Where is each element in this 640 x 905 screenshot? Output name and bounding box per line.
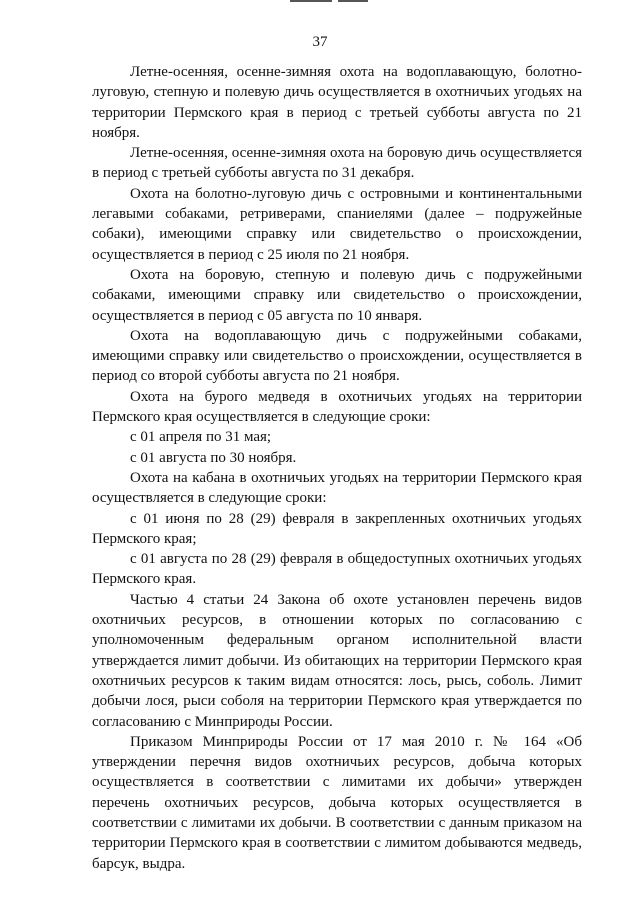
paragraph-waterfowl-with-dogs: Охота на водоплавающую дичь с подружейными собаками, имеющими справку или свидетельство о происхождении, осуществляется в период со второй субботы августа по 21 ноября. xyxy=(92,327,582,385)
paragraph-boar-public-grounds: с 01 августа по 28 (29) февраля в общедоступных охотничьих угодьях Пермского края. xyxy=(92,551,582,588)
document-body xyxy=(92,62,582,874)
paragraph-article-24-limits: Частью 4 статьи 24 Закона об охоте установлен перечень видов охотничьих ресурсов, в отношении которых по согласованию с уполномоченным федеральным органом исполнительной власти утверждается лимит добычи. Из обитающих на территории Пермского края охотничьих ресурсов к таким видам относятся: лось, рысь, соболь. Лимит добычи лося, рыси соболя на территории Пермского края утверждается по согласованию с Минприроды России. xyxy=(92,591,582,730)
paragraph-marsh-game-with-dogs: Охота на болотно-луговую дичь с островными и континентальными легавыми собаками, ретриверами, спаниелями (далее – подружейные собаки), имеющими справку или свидетельство о происхождении, осуществляется в период с 25 июля по 21 ноября. xyxy=(92,185,582,263)
paragraph-summer-autumn-waterfowl: Летне-осенняя, осенне-зимняя охота на водоплавающую, болотно-луговую, степную и полевую дичь осуществляется в охотничьих угодьях на территории Пермского края в период с третьей субботы августа по 21 ноября. xyxy=(92,64,582,141)
paragraph-boar-assigned-grounds: с 01 июня по 28 (29) февраля в закрепленных охотничьих угодьях Пермского края; xyxy=(92,510,582,547)
paragraph-brown-bear-intro: Охота на бурого медведя в охотничьих угодьях на территории Пермского края осуществляется в следующие сроки: xyxy=(92,388,582,426)
paragraph-brown-bear-spring: с 01 апреля по 31 мая; xyxy=(130,429,272,446)
paragraph-upland-field-game-with-dogs: Охота на боровую, степную и полевую дичь с подружейными собаками, имеющими справку или свидетельство о происхождении, осуществляется в период с 05 августа по 10 января. xyxy=(92,266,582,324)
header-rule-right xyxy=(338,0,368,2)
paragraph-boar-intro: Охота на кабана в охотничьих угодьях на территории Пермского края осуществляется в следующие сроки: xyxy=(92,469,582,507)
header-rule-left xyxy=(290,0,332,2)
page-number: 37 xyxy=(312,34,328,50)
paragraph-upland-game-season: Летне-осенняя, осенне-зимняя охота на боровую дичь осуществляется в период с третьей субботы августа по 31 декабря. xyxy=(92,145,582,182)
paragraph-brown-bear-autumn: с 01 августа по 30 ноября. xyxy=(130,449,297,466)
paragraph-order-164: Приказом Минприроды России от 17 мая 2010 г. № 164 «Об утверждении перечня видов охотничьих ресурсов, добыча которых осуществляется в соответствии с лимитами их добычи» утвержден перечень охотничьих ресурсов, добыча которых осуществляется в соответствии с лимитами их добычи. В соответствии с данным приказом на территории Пермского края в соответствии с лимитом добываются медведь, барсук, выдра. xyxy=(92,733,582,872)
